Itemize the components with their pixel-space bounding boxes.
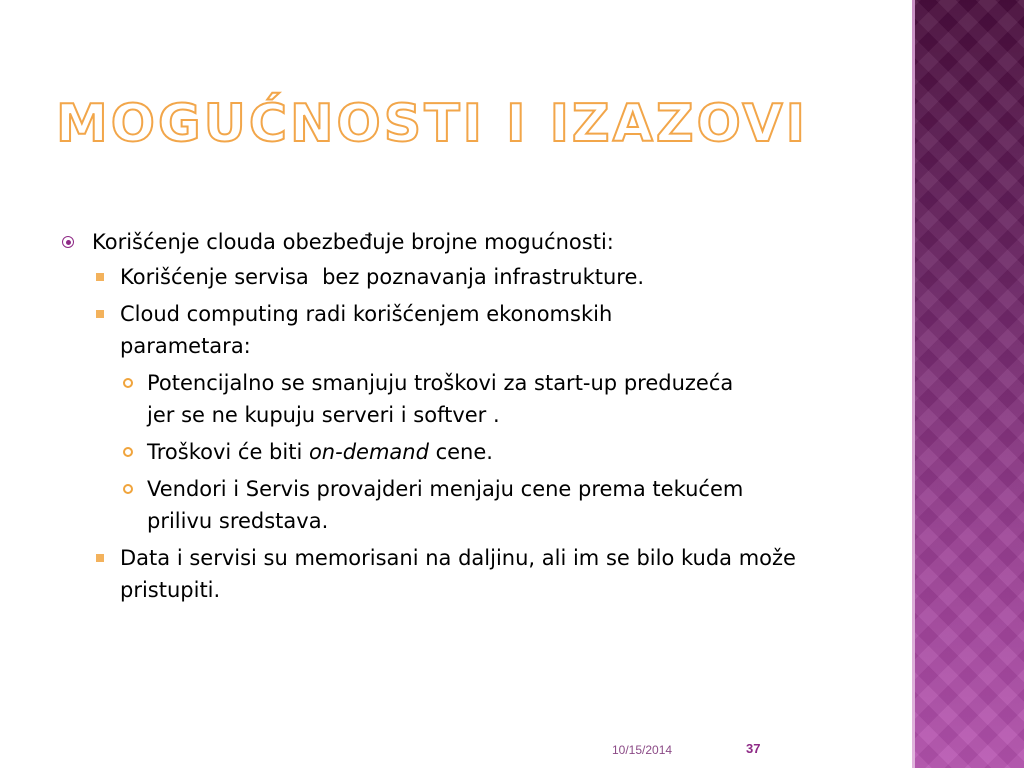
circle-dot-bullet-icon <box>62 226 74 258</box>
list-item-text: Korišćenje servisa bez poznavanja infrastrukture. <box>120 265 645 289</box>
ring-bullet-icon <box>123 436 133 468</box>
list-item-text: Potencijalno se smanjuju troškovi za start-up preduzeća jer se ne kupuju serveri i softver . <box>147 371 734 427</box>
square-bullet-icon <box>96 542 104 574</box>
italic-text: on-demand <box>308 440 429 464</box>
list-item <box>60 261 820 293</box>
ring-bullet-icon <box>123 473 133 505</box>
list-item-text: Vendori i Servis provajderi menjaju cene prema tekućem prilivu sredstava. <box>147 477 744 533</box>
ring-bullet-icon <box>123 367 133 399</box>
decorative-sidebar <box>912 0 1024 768</box>
list-item-text: Data i servisi su memorisani na daljinu, ali im se bilo kuda može pristupiti. <box>120 546 796 602</box>
square-bullet-icon <box>96 298 104 330</box>
slide-title: MOGUĆNOSTI I IZAZOVI <box>56 94 808 154</box>
footer-date: 10/15/2014 <box>612 743 673 757</box>
list-item <box>60 473 820 537</box>
square-bullet-icon <box>96 261 104 293</box>
sidebar-edge <box>912 0 915 768</box>
bullet-list <box>60 226 820 611</box>
list-item <box>60 542 820 606</box>
list-item-text: Korišćenje clouda obezbeđuje brojne mogućnosti: <box>92 230 614 254</box>
page-number: 37 <box>746 741 761 756</box>
list-item <box>60 436 820 468</box>
list-item <box>60 226 820 258</box>
list-item-text: Cloud computing radi korišćenjem ekonomskih parametara: <box>120 302 613 358</box>
list-item <box>60 367 820 431</box>
text-before: Troškovi će biti <box>147 440 309 464</box>
list-item-text <box>147 436 820 468</box>
text-after: cene. <box>428 440 493 464</box>
list-item <box>60 298 820 362</box>
